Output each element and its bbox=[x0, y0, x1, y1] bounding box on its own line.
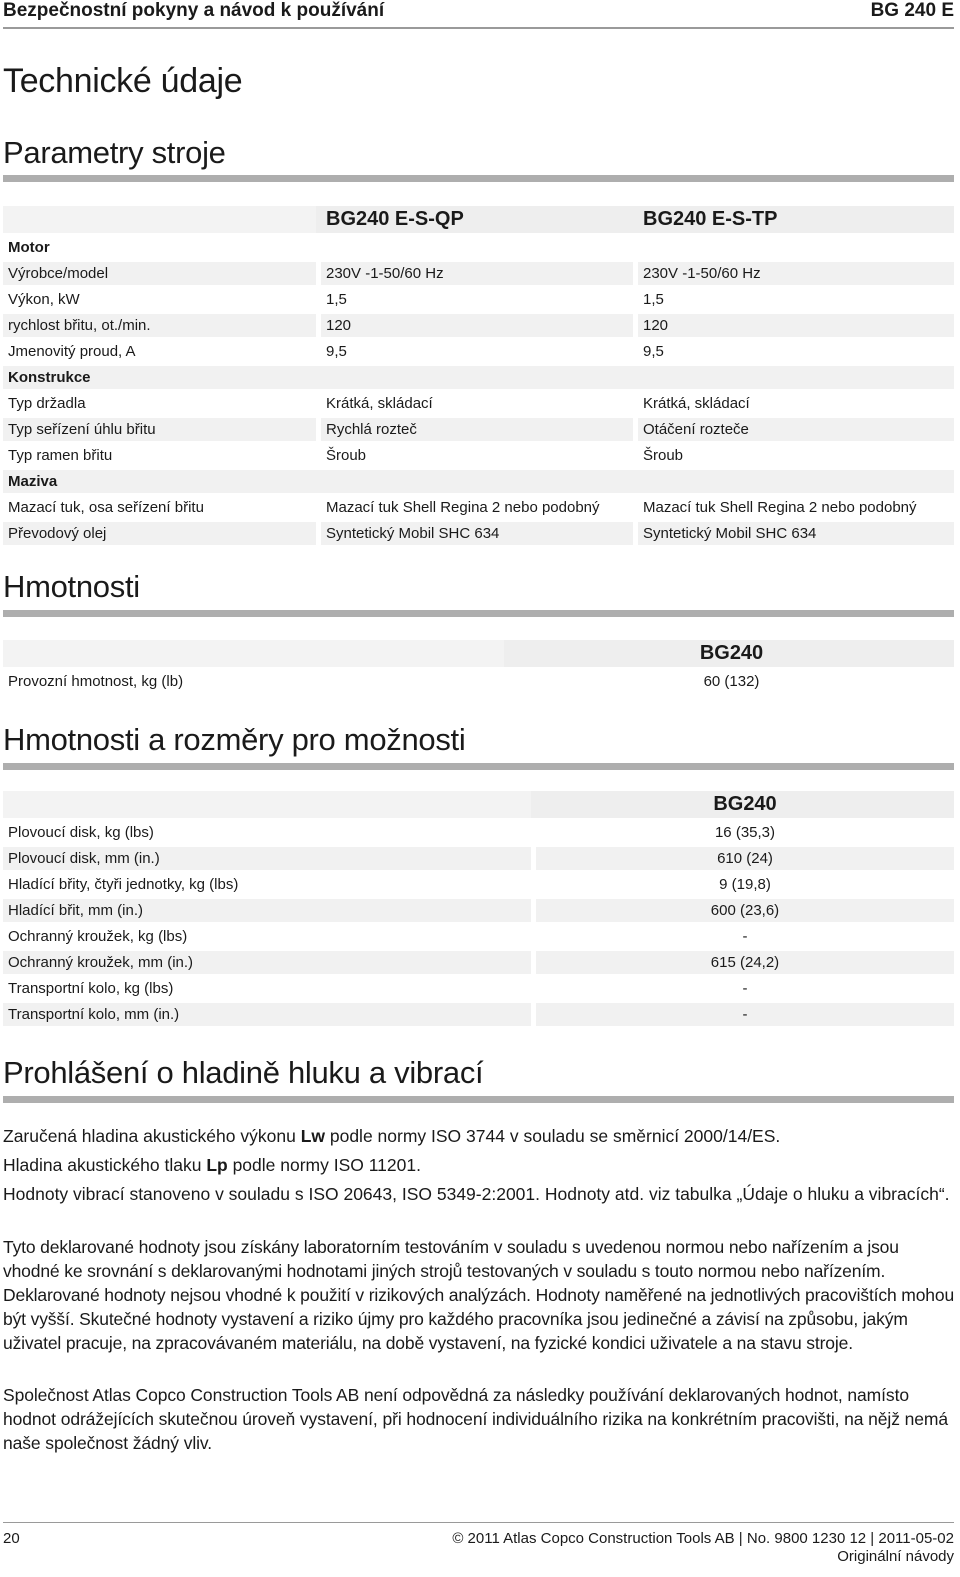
table-row: Typ seřízení úhlu břitu Rychlá rozteč Otáčení rozteče bbox=[3, 418, 954, 441]
weights-table bbox=[3, 637, 954, 696]
section-rule bbox=[3, 175, 954, 182]
group-row: Konstrukce bbox=[3, 366, 954, 389]
column-header: BG240 bbox=[509, 640, 954, 667]
table-row: Hladící břit, mm (in.) 600 (23,6) bbox=[3, 899, 954, 922]
header-rule bbox=[3, 27, 954, 29]
section-rule bbox=[3, 763, 954, 770]
section-rule bbox=[3, 1096, 954, 1103]
table-row: Mazací tuk, osa seřízení břitu Mazací tuk Shell Regina 2 nebo podobný Mazací tuk Shell Regina 2 nebo podobný bbox=[3, 496, 954, 519]
footer-rule bbox=[3, 1522, 954, 1523]
paragraph-vibration: Hodnoty vibrací stanoveno v souladu s ISO 20643, ISO 5349-2:2001. Hodnoty atd. viz tabulka „Údaje o hluku a vibracích“. bbox=[3, 1184, 950, 1204]
section-title-options: Hmotnosti a rozměry pro možnosti bbox=[3, 722, 466, 757]
table-header-row bbox=[3, 791, 954, 818]
group-row: Motor bbox=[3, 236, 954, 259]
paragraph-sound-power: Zaručená hladina akustického výkonu Lw podle normy ISO 3744 v souladu se směrnicí 2000/14/ES. bbox=[3, 1126, 781, 1146]
section-title-params: Parametry stroje bbox=[3, 135, 226, 170]
paragraph-sound-pressure: Hladina akustického tlaku Lp podle normy ISO 11201. bbox=[3, 1155, 421, 1175]
table-row: Transportní kolo, mm (in.) - bbox=[3, 1003, 954, 1026]
table-row: Jmenovitý proud, A 9,5 9,5 bbox=[3, 340, 954, 363]
options-table bbox=[3, 788, 954, 1029]
table-row: Provozní hmotnost, kg (lb) 60 (132) bbox=[3, 670, 954, 693]
table-row: rychlost břitu, ot./min. 120 120 bbox=[3, 314, 954, 337]
table-row: Převodový olej Syntetický Mobil SHC 634 Syntetický Mobil SHC 634 bbox=[3, 522, 954, 545]
original-instructions: Originální návody bbox=[837, 1548, 954, 1565]
document-title: Bezpečnostní pokyny a návod k používání bbox=[3, 0, 385, 21]
table-row: Hladící břity, čtyři jednotky, kg (lbs) 9 (19,8) bbox=[3, 873, 954, 896]
table-row: Typ ramen břitu Šroub Šroub bbox=[3, 444, 954, 467]
section-title-weights: Hmotnosti bbox=[3, 569, 140, 604]
table-row: Transportní kolo, kg (lbs) - bbox=[3, 977, 954, 1000]
table-header-row bbox=[3, 206, 954, 233]
machine-parameters-table bbox=[3, 203, 954, 548]
copyright: © 2011 Atlas Copco Construction Tools AB | No. 9800 1230 12 | 2011-05-02 bbox=[452, 1530, 954, 1547]
table-row: Plovoucí disk, kg (lbs) 16 (35,3) bbox=[3, 821, 954, 844]
paragraph-liability: Společnost Atlas Copco Construction Tools AB není odpovědná za následky používání deklarovaných hodnot, namísto hodnot odrážejících skutečnou úroveň vystavení, při hodnocení individuálního rizika na konkrétním pracovišti, na nějž nemá naše společnost žádný vliv. bbox=[3, 1385, 949, 1453]
page-header bbox=[0, 0, 960, 25]
column-header: BG240 E-S-TP bbox=[638, 206, 954, 233]
table-row: Plovoucí disk, mm (in.) 610 (24) bbox=[3, 847, 954, 870]
table-row: Typ držadla Krátká, skládací Krátká, skládací bbox=[3, 392, 954, 415]
column-header: BG240 E-S-QP bbox=[321, 206, 633, 233]
table-header-row bbox=[3, 640, 954, 667]
table-row: Výrobce/model 230V -1-50/60 Hz 230V -1-50/60 Hz bbox=[3, 262, 954, 285]
group-row: Maziva bbox=[3, 470, 954, 493]
page-number: 20 bbox=[3, 1530, 20, 1547]
column-header: BG240 bbox=[536, 791, 954, 818]
page-title: Technické údaje bbox=[3, 62, 243, 100]
section-title-noise: Prohlášení o hladině hluku a vibrací bbox=[3, 1055, 484, 1090]
table-row: Ochranný kroužek, kg (lbs) - bbox=[3, 925, 954, 948]
model-name: BG 240 E bbox=[870, 0, 954, 21]
paragraph-declared-values: Tyto deklarované hodnoty jsou získány laboratorním testováním v souladu s uvedenou normou nebo nařízením a jsou vhodné ke srovnání s deklarovanými hodnotami jiných strojů testovaných v souladu s touto normou nebo nařízením. Deklarované hodnoty nejsou vhodné k použití v rizikových analýzách. Hodnoty naměřené na jednotlivých pracovištích mohou být vyšší. Skutečné hodnoty vystavení a riziko újmy pro každého pracovníka jsou jedinečné a závisí na způsobu, jakým uživatel pracuje, na zpracovávaném materiálu, na době vystavení, na fyzické kondici uživatele a na stavu stroje. bbox=[3, 1237, 955, 1353]
table-row: Ochranný kroužek, mm (in.) 615 (24,2) bbox=[3, 951, 954, 974]
table-row: Výkon, kW 1,5 1,5 bbox=[3, 288, 954, 311]
section-rule bbox=[3, 610, 954, 617]
